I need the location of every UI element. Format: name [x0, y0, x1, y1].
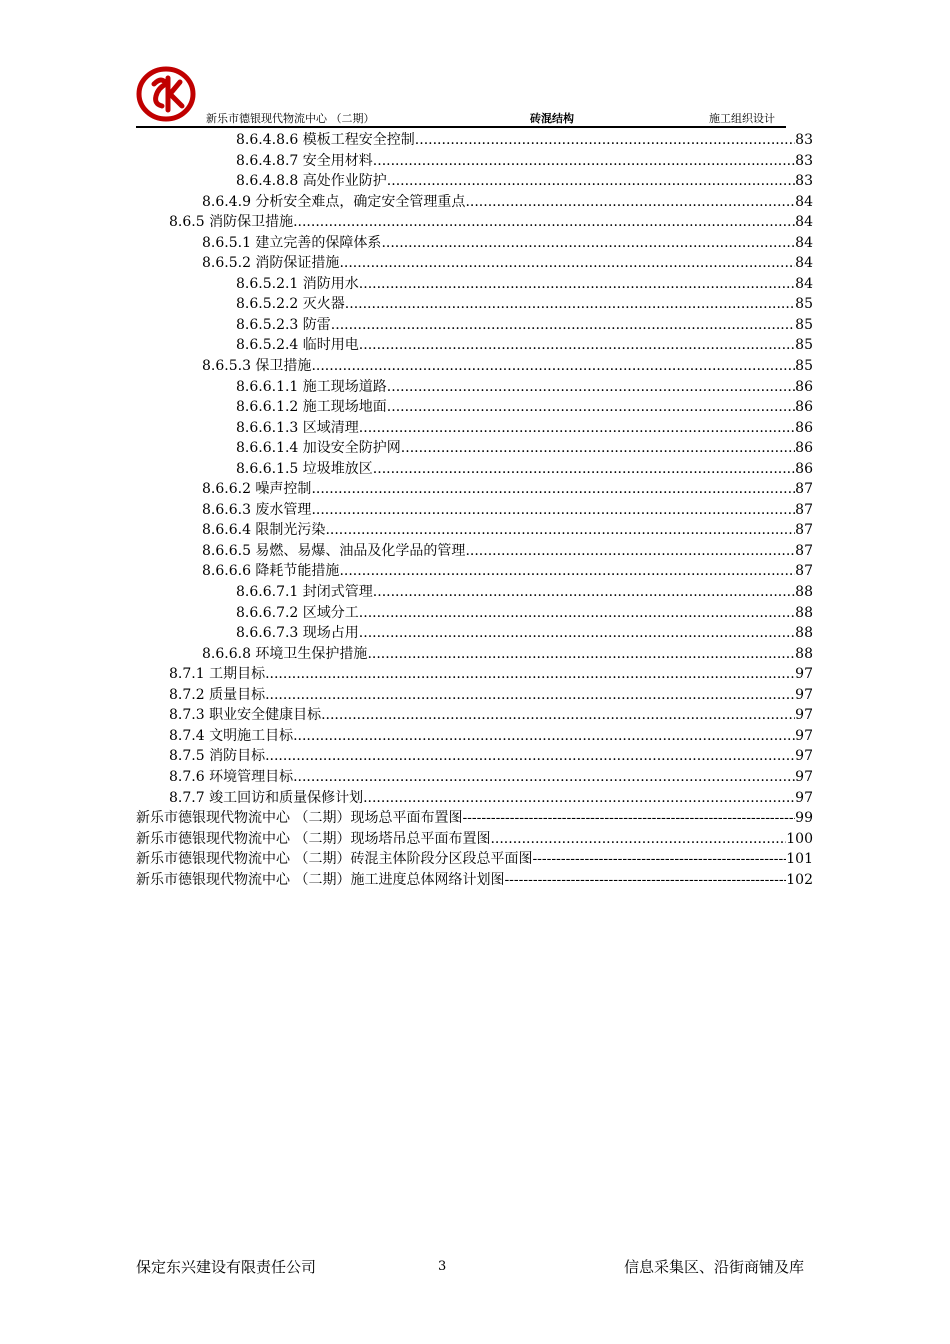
toc-entry[interactable] — [136, 479, 813, 500]
toc-entry[interactable] — [136, 171, 813, 192]
toc-entry-title: 8.6.5.2.2 灭火器 — [236, 296, 345, 313]
toc-entry[interactable] — [136, 767, 813, 788]
toc-entry[interactable] — [136, 253, 813, 274]
toc-entry-title: 8.6.4.8.7 安全用材料 — [236, 152, 373, 169]
toc-entry-title: 8.7.6 环境管理目标 — [169, 768, 294, 785]
toc-entry-page: 97 — [795, 707, 813, 724]
toc-leader — [504, 870, 786, 891]
toc-entry-page: 88 — [795, 625, 813, 642]
toc-entry[interactable] — [136, 726, 813, 747]
toc-entry-page: 86 — [795, 440, 813, 457]
toc-leader — [387, 171, 795, 192]
table-of-contents — [136, 130, 813, 890]
toc-leader — [373, 459, 795, 480]
toc-entry-page: 83 — [795, 173, 813, 190]
footer-page-number: 3 — [438, 1259, 447, 1274]
toc-leader — [387, 377, 795, 398]
header-structure-type: 砖混结构 — [530, 112, 574, 125]
toc-entry-page: 83 — [795, 132, 813, 148]
toc-entry[interactable] — [136, 438, 813, 459]
footer-section: 信息采集区、沿街商铺及库 — [623, 1258, 804, 1276]
toc-leader — [401, 438, 795, 459]
toc-leader — [321, 705, 795, 726]
toc-entry-title: 8.6.6.7.3 现场占用 — [236, 625, 359, 642]
toc-leader — [325, 520, 795, 541]
toc-entry-page: 99 — [795, 810, 813, 827]
toc-entry[interactable] — [136, 685, 813, 706]
toc-entry-page: 85 — [795, 358, 813, 375]
toc-entry-page: 101 — [786, 851, 813, 868]
toc-entry-page: 87 — [795, 501, 813, 518]
toc-leader — [359, 418, 795, 439]
toc-leader — [373, 582, 795, 603]
toc-entry-title: 8.6.6.5 易燃、易爆、油品及化学品的管理 — [202, 542, 466, 559]
toc-entry[interactable] — [136, 603, 813, 624]
toc-entry[interactable] — [136, 623, 813, 644]
toc-entry[interactable] — [136, 644, 813, 665]
toc-entry[interactable] — [136, 418, 813, 439]
toc-entry-page: 84 — [795, 193, 813, 210]
toc-leader — [311, 500, 795, 521]
toc-entry[interactable] — [136, 829, 813, 850]
toc-leader — [381, 233, 795, 254]
toc-entry[interactable] — [136, 870, 813, 891]
toc-entry[interactable] — [136, 192, 813, 213]
toc-entry-page: 97 — [795, 768, 813, 785]
toc-leader — [331, 315, 795, 336]
toc-leader — [311, 356, 795, 377]
toc-leader — [465, 192, 795, 213]
toc-entry-title: 8.6.6.8 环境卫生保护措施 — [202, 645, 368, 662]
toc-entry-page: 87 — [795, 563, 813, 580]
toc-leader — [373, 151, 795, 172]
toc-entry-page: 85 — [795, 337, 813, 354]
toc-entry-title: 8.6.6.4 限制光污染 — [202, 522, 326, 539]
toc-entry-page: 97 — [795, 666, 813, 683]
page-header — [136, 66, 786, 128]
toc-entry-title: 8.7.3 职业安全健康目标 — [169, 707, 322, 724]
company-seal-logo-icon — [136, 66, 196, 122]
toc-leader — [265, 685, 795, 706]
toc-entry[interactable] — [136, 520, 813, 541]
toc-entry-page: 88 — [795, 604, 813, 621]
toc-entry-page: 85 — [795, 316, 813, 333]
toc-leader — [293, 212, 795, 233]
toc-entry[interactable] — [136, 808, 813, 829]
toc-entry[interactable] — [136, 561, 813, 582]
toc-entry-page: 88 — [795, 645, 813, 662]
toc-leader — [339, 561, 795, 582]
toc-entry-title: 8.7.4 文明施工目标 — [169, 727, 294, 744]
toc-leader — [465, 541, 795, 562]
toc-entry-title: 8.7.7 竣工回访和质量保修计划 — [169, 789, 364, 806]
toc-entry[interactable] — [136, 788, 813, 809]
toc-entry-title: 新乐市德银现代物流中心 （二期）砖混主体阶段分区段总平面图 — [136, 851, 533, 868]
toc-entry-page: 87 — [795, 542, 813, 559]
toc-leader — [359, 335, 795, 356]
toc-leader — [387, 397, 795, 418]
toc-entry[interactable] — [136, 397, 813, 418]
toc-entry[interactable] — [136, 233, 813, 254]
toc-entry-page: 88 — [795, 584, 813, 601]
toc-entry-title: 8.6.6.1.3 区域清理 — [236, 419, 359, 436]
toc-entry[interactable] — [136, 541, 813, 562]
toc-leader — [359, 274, 795, 295]
toc-entry-title: 新乐市德银现代物流中心 （二期）现场总平面布置图 — [136, 810, 463, 827]
toc-entry-page: 102 — [786, 871, 813, 888]
toc-entry-title: 8.6.6.7.2 区域分工 — [236, 604, 359, 621]
toc-entry-page: 97 — [795, 727, 813, 744]
toc-entry-page: 100 — [786, 830, 813, 847]
toc-leader — [345, 294, 795, 315]
toc-entry-title: 8.6.4.8.8 高处作业防护 — [236, 173, 387, 190]
footer-company: 保定东兴建设有限责任公司 — [136, 1258, 317, 1276]
toc-entry-title: 8.7.5 消防目标 — [169, 748, 266, 765]
toc-entry-title: 8.6.4.9 分析安全难点，确定安全管理重点 — [202, 193, 466, 210]
toc-entry[interactable] — [136, 459, 813, 480]
toc-entry[interactable] — [136, 377, 813, 398]
toc-entry-title: 8.6.5.1 建立完善的保障体系 — [202, 234, 382, 251]
toc-entry-title: 8.6.6.1.2 施工现场地面 — [236, 399, 387, 416]
toc-entry-page: 83 — [795, 152, 813, 169]
toc-leader — [415, 130, 795, 151]
toc-leader — [311, 479, 795, 500]
toc-entry-title: 8.6.6.1.1 施工现场道路 — [236, 378, 387, 395]
toc-entry-title: 8.6.5.2 消防保证措施 — [202, 255, 340, 272]
toc-leader — [363, 788, 795, 809]
toc-entry-title: 新乐市德银现代物流中心 （二期）施工进度总体网络计划图 — [136, 871, 505, 888]
toc-leader — [293, 767, 795, 788]
toc-leader — [462, 808, 795, 829]
toc-entry-page: 84 — [795, 275, 813, 292]
header-rule — [136, 126, 786, 128]
page-footer — [136, 1256, 804, 1278]
header-document-type: 施工组织设计 — [709, 112, 775, 125]
toc-entry[interactable] — [136, 356, 813, 377]
toc-entry[interactable] — [136, 212, 813, 233]
toc-entry-page: 84 — [795, 214, 813, 231]
toc-entry-page: 85 — [795, 296, 813, 313]
toc-entry-title: 8.7.1 工期目标 — [169, 666, 266, 683]
toc-entry-page: 86 — [795, 399, 813, 416]
toc-entry-page: 87 — [795, 481, 813, 498]
toc-entry-title: 8.6.6.3 废水管理 — [202, 501, 312, 518]
toc-entry[interactable] — [136, 849, 813, 870]
toc-entry-page: 86 — [795, 460, 813, 477]
toc-entry[interactable] — [136, 294, 813, 315]
toc-entry-title: 8.6.6.7.1 封闭式管理 — [236, 584, 373, 601]
toc-entry-title: 8.7.2 质量目标 — [169, 686, 266, 703]
toc-entry[interactable] — [136, 315, 813, 336]
toc-leader — [265, 664, 795, 685]
toc-entry-page: 97 — [795, 748, 813, 765]
toc-entry-title: 8.6.6.1.5 垃圾堆放区 — [236, 460, 373, 477]
toc-entry[interactable] — [136, 500, 813, 521]
toc-entry-page: 87 — [795, 522, 813, 539]
toc-entry[interactable] — [136, 705, 813, 726]
toc-entry-page: 86 — [795, 419, 813, 436]
toc-leader — [359, 623, 795, 644]
toc-leader — [532, 849, 786, 870]
toc-entry-page: 86 — [795, 378, 813, 395]
toc-entry[interactable] — [136, 746, 813, 767]
toc-leader — [339, 253, 795, 274]
header-project-name: 新乐市德银现代物流中心 （二期） — [206, 112, 375, 125]
toc-entry-title: 8.6.6.2 噪声控制 — [202, 481, 312, 498]
toc-entry[interactable] — [136, 582, 813, 603]
toc-entry-title: 8.6.6.1.4 加设安全防护网 — [236, 440, 401, 457]
toc-leader — [490, 829, 786, 850]
toc-entry-title: 8.6.5.3 保卫措施 — [202, 358, 312, 375]
toc-leader — [265, 746, 795, 767]
toc-leader — [293, 726, 795, 747]
toc-entry-title: 8.6.4.8.6 模板工程安全控制 — [236, 132, 415, 148]
toc-entry-title: 8.6.5.2.3 防雷 — [236, 316, 331, 333]
toc-entry-title: 8.6.6.6 降耗节能措施 — [202, 563, 340, 580]
toc-entry[interactable] — [136, 151, 813, 172]
toc-entry[interactable] — [136, 274, 813, 295]
toc-entry-title: 8.6.5.2.1 消防用水 — [236, 275, 359, 292]
toc-leader — [367, 644, 795, 665]
toc-entry-title: 新乐市德银现代物流中心 （二期）现场塔吊总平面布置图 — [136, 830, 491, 847]
toc-entry-page: 84 — [795, 234, 813, 251]
toc-entry-page: 97 — [795, 789, 813, 806]
toc-entry[interactable] — [136, 130, 813, 151]
toc-entry[interactable] — [136, 664, 813, 685]
toc-entry-page: 84 — [795, 255, 813, 272]
toc-leader — [359, 603, 795, 624]
toc-entry-title: 8.6.5 消防保卫措施 — [169, 214, 294, 231]
toc-entry-page: 97 — [795, 686, 813, 703]
toc-entry[interactable] — [136, 335, 813, 356]
toc-entry-title: 8.6.5.2.4 临时用电 — [236, 337, 359, 354]
